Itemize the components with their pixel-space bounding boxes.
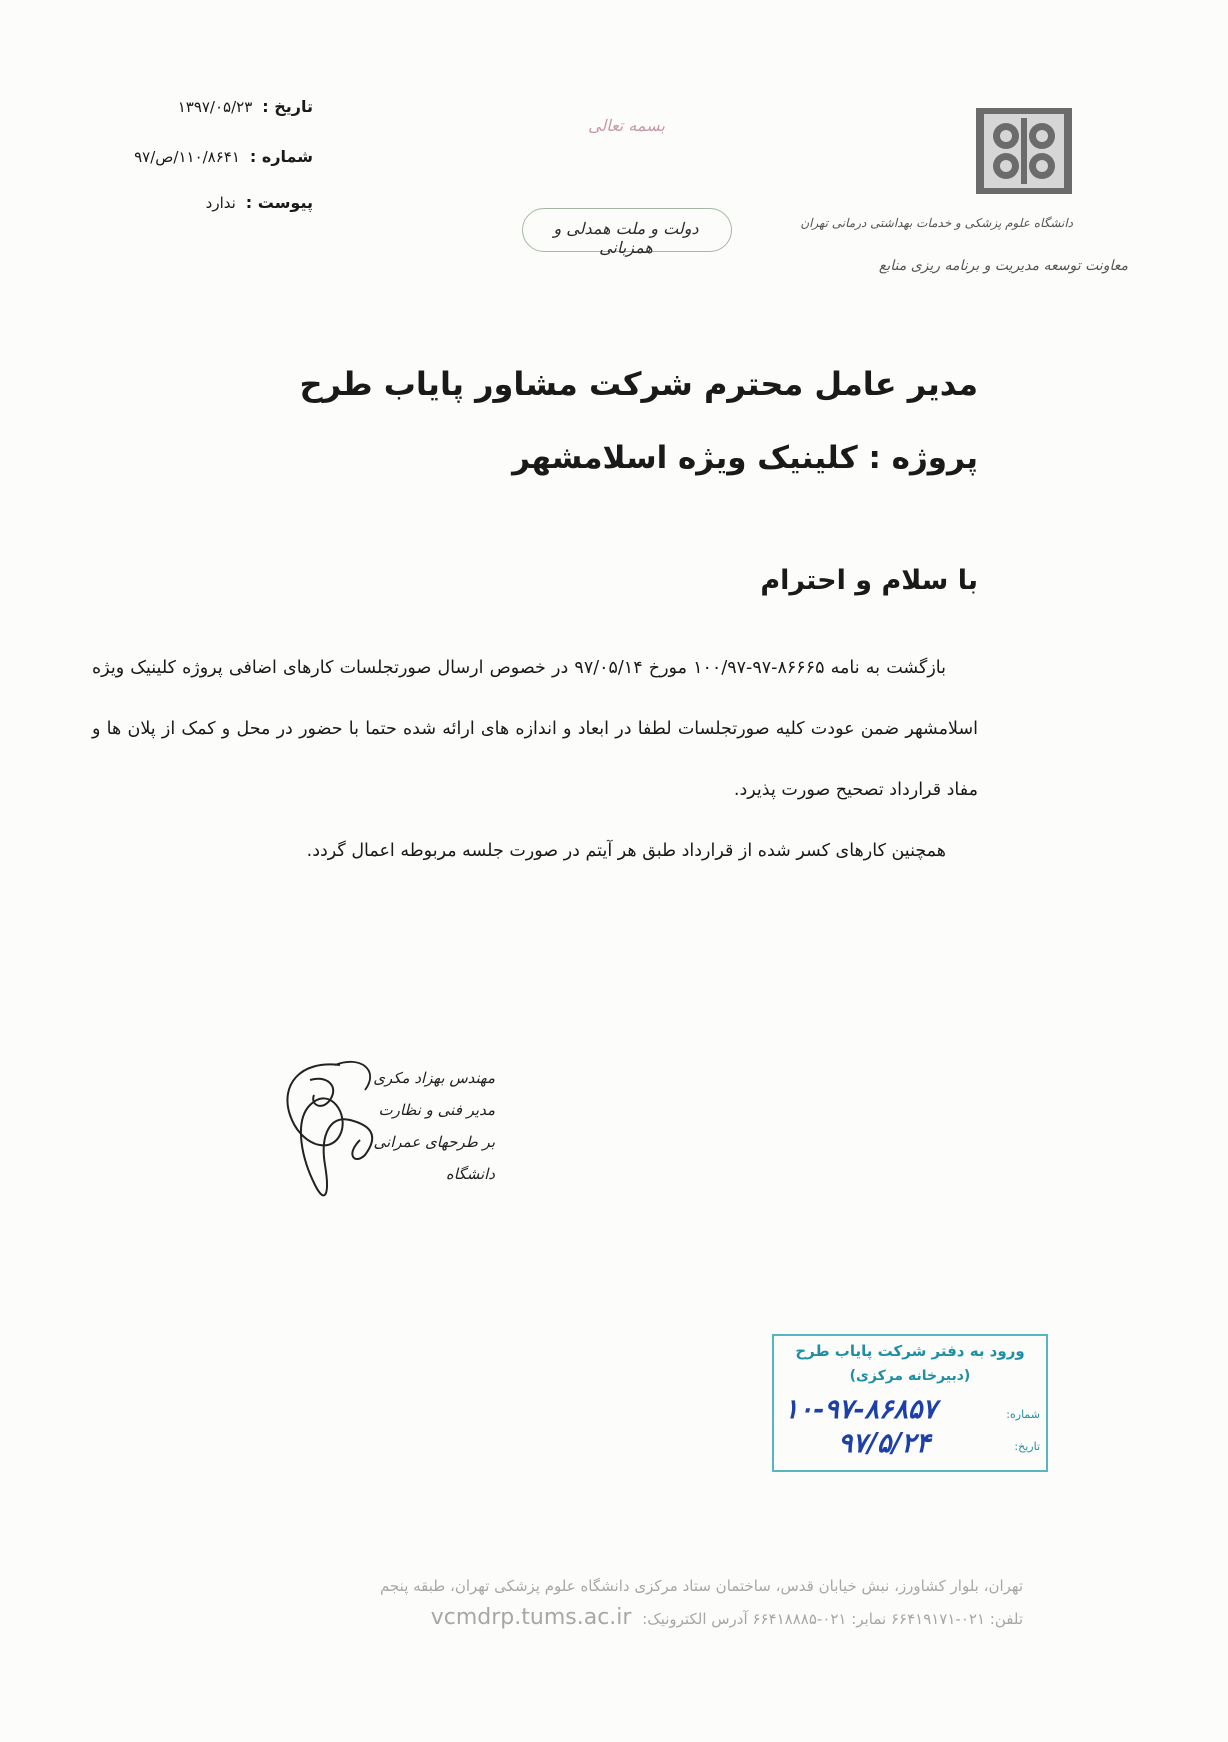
letter-date — [178, 97, 313, 116]
stamp-date-value: ۹۷/۵/۲۴ — [838, 1428, 931, 1459]
number-label: شماره : — [249, 147, 313, 166]
addressee-heading: مدیر عامل محترم شرکت مشاور پایاب طرح — [299, 365, 978, 403]
slogan-motto: دولت و ملت همدلی و همزبانی — [553, 219, 699, 257]
email-label: آدرس الکترونیک: — [642, 1610, 748, 1628]
fax-label: نمابر: — [851, 1610, 887, 1628]
stamp-number-value: ۱۰-۹۷-۸۶۸۵۷ — [784, 1394, 937, 1425]
attachment-value: ندارد — [205, 194, 236, 212]
body-paragraph-1: بازگشت به نامه ۸۶۶۶۵-۹۷-۱۰۰/۹۷ مورخ ۹۷/۰۵/۱۴ در خصوص ارسال صورتجلسات کارهای اضافی پروژه کلینیک ویژه اسلامشهر ضمن عودت کلیه صورتجلسات لطفا در ابعاد و اندازه های ارائه شده حتما با حضور در محل و کمک از پلان ها و مفاد قرارداد تصحیح صورت پذیرد. — [92, 658, 978, 800]
stamp-subtitle: (دبیرخانه مرکزی) — [849, 1368, 971, 1384]
receipt-stamp — [772, 1334, 1048, 1472]
attachment-label: پیوست : — [245, 193, 313, 212]
signer-scope: بر طرحهای عمرانی دانشگاه — [373, 1133, 495, 1183]
project-heading: پروژه : کلینیک ویژه اسلامشهر — [512, 440, 978, 476]
date-value: ۱۳۹۷/۰۵/۲۳ — [177, 98, 253, 116]
stamp-title: ورود به دفتر شرکت پایاب طرح — [795, 1342, 1025, 1360]
university-logo-icon — [976, 108, 1072, 194]
website-link[interactable]: vcmdrp.tums.ac.ir — [430, 1605, 632, 1630]
stamp-number-label: شماره: — [1006, 1408, 1040, 1421]
footer-contact — [431, 1605, 1023, 1630]
department-name: معاونت توسعه مدیریت و برنامه ریزی منابع — [878, 258, 1128, 274]
phone-label: تلفن: — [989, 1610, 1023, 1628]
letter-number — [134, 147, 313, 166]
university-name: دانشگاه علوم پزشکی و خدمات بهداشتی درمانی تهران — [800, 216, 1073, 230]
letter-attachment — [206, 193, 313, 212]
greeting-heading: با سلام و احترام — [760, 565, 978, 596]
handwritten-signature-icon — [270, 1045, 420, 1215]
besmellah-text: بسمه تعالی — [588, 116, 665, 135]
number-value: ۱۱۰/۸۶۴۱/ص/۹۷ — [134, 148, 240, 166]
signer-name: مهندس بهزاد مکری — [373, 1069, 495, 1087]
phone-value: ۰۲۱-۶۶۴۱۹۱۷۱ — [890, 1610, 986, 1628]
date-label: تاریخ : — [262, 97, 313, 116]
fax-value: ۰۲۱-۶۶۴۱۸۸۸۵ — [752, 1610, 847, 1628]
body-paragraph-2: همچنین کارهای کسر شده از قرارداد طبق هر آیتم در صورت جلسه مربوطه اعمال گردد. — [306, 841, 946, 861]
footer-address: تهران، بلوار کشاورز، نبش خیابان قدس، ساختمان ستاد مرکزی دانشگاه علوم پزشکی تهران، طبقه پنجم — [380, 1577, 1023, 1595]
stamp-date-label: تاریخ: — [1014, 1440, 1040, 1453]
signer-title: مدیر فنی و نظارت — [378, 1101, 495, 1119]
letter-body — [92, 638, 978, 882]
